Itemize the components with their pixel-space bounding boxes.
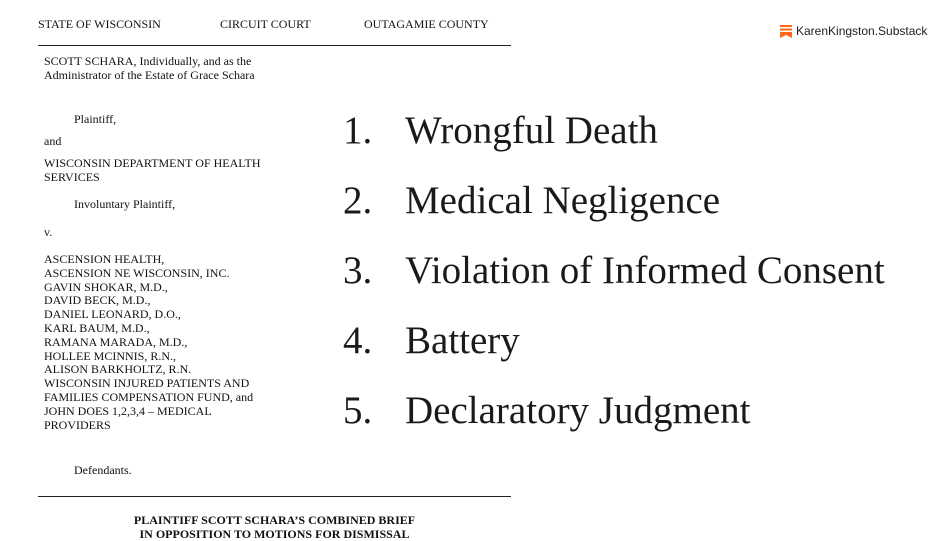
defendants-role: Defendants. — [74, 463, 132, 477]
claim-number: 5. — [343, 389, 373, 432]
caption-header — [38, 17, 511, 46]
claim-text: Wrongful Death — [405, 109, 658, 152]
involuntary-plaintiff-role: Involuntary Plaintiff, — [74, 197, 176, 211]
versus: v. — [44, 225, 53, 239]
claim-text: Violation of Informed Consent — [405, 249, 885, 292]
and-word: and — [44, 134, 62, 148]
brief-title-text: PLAINTIFF SCOTT SCHARA’S COMBINED BRIEF IN OPPOSITION TO MOTIONS FOR DISMISSAL — [133, 513, 416, 541]
claim-number: 3. — [343, 249, 373, 292]
claim-number: 4. — [343, 319, 373, 362]
claim-text: Declaratory Judgment — [405, 389, 751, 432]
claim-number: 1. — [343, 109, 373, 152]
substack-icon — [780, 25, 792, 38]
plaintiff-role: Plaintiff, — [74, 112, 117, 126]
county-name: OUTAGAMIE COUNTY — [364, 17, 489, 31]
court-name: CIRCUIT COURT — [220, 17, 311, 31]
claim-number: 2. — [343, 179, 373, 222]
involuntary-plaintiff-name: WISCONSIN DEPARTMENT OF HEALTH SERVICES — [44, 156, 261, 184]
defendants-list: ASCENSION HEALTH, ASCENSION NE WISCONSIN, INC. GAVIN SHOKAR, M.D., DAVID BECK, M.D., DANIEL LEONARD, D.O., KARL BAUM, M.D., RAMANA MARADA, M.D., HOLLEE MCINNIS, R.N., ALISON BARKHOLTZ, R.N. WISCONSIN INJURED PATIENTS AND FAMILIES COMPENSATION FUND, and JOHN DOES 1,2,3,4 – MEDICAL PROVIDERS — [44, 252, 254, 432]
plaintiff-name: SCOTT SCHARA, Individually, and as the Administrator of the Estate of Grace Schara — [44, 54, 255, 82]
claim-text: Medical Negligence — [405, 179, 721, 222]
watermark — [780, 24, 927, 38]
claim-text: Battery — [405, 319, 520, 362]
watermark-text: KarenKingston.Substack — [796, 24, 928, 38]
caption-divider — [38, 496, 511, 497]
state-name: STATE OF WISCONSIN — [38, 17, 161, 31]
